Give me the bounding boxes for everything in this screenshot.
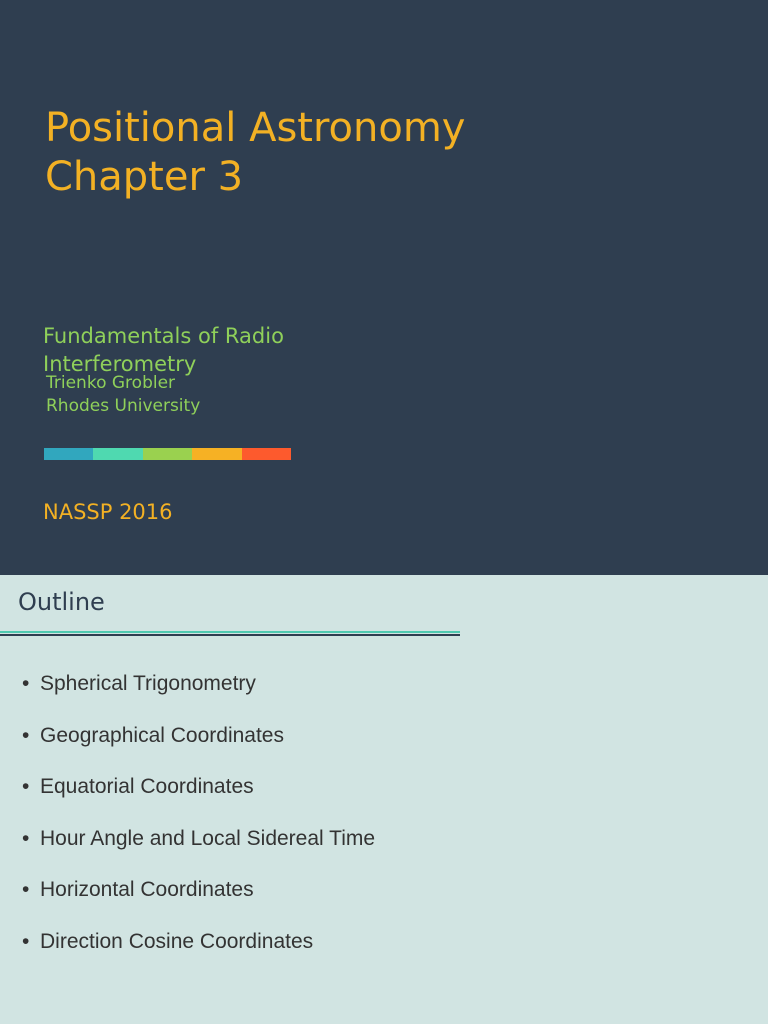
outline-heading: Outline bbox=[18, 588, 105, 616]
outline-slide bbox=[0, 575, 768, 1024]
slide-title bbox=[45, 104, 465, 202]
outline-item bbox=[22, 876, 375, 928]
outline-item bbox=[22, 722, 375, 774]
outline-item-label: Hour Angle and Local Sidereal Time bbox=[40, 826, 376, 850]
stripe-segment bbox=[192, 448, 241, 460]
stripe-segment bbox=[242, 448, 291, 460]
outline-item bbox=[22, 670, 375, 722]
outline-item-label: Equatorial Coordinates bbox=[40, 775, 254, 799]
bullet-icon: • bbox=[22, 929, 30, 953]
color-stripe bbox=[44, 448, 291, 460]
outline-item-label: Horizontal Coordinates bbox=[40, 878, 254, 902]
outline-item-label: Spherical Trigonometry bbox=[40, 672, 256, 695]
author-name: Trienko Grobler bbox=[46, 373, 176, 393]
outline-item-label: Direction Cosine Coordinates bbox=[40, 929, 314, 953]
slide-title-line: Positional Astronomy bbox=[45, 105, 466, 151]
bullet-icon: • bbox=[22, 672, 30, 695]
outline-item bbox=[22, 825, 375, 877]
stripe-segment bbox=[93, 448, 142, 460]
bullet-icon: • bbox=[22, 826, 30, 850]
author-affiliation: Rhodes University bbox=[46, 396, 201, 416]
slide-title-line: Chapter 3 bbox=[45, 154, 244, 200]
slide-subtitle-line: Fundamentals of Radio bbox=[43, 324, 284, 348]
outline-item bbox=[22, 773, 375, 825]
outline-item-label: Geographical Coordinates bbox=[40, 723, 284, 747]
outline-item bbox=[22, 928, 375, 980]
bullet-icon: • bbox=[22, 878, 30, 902]
author-block bbox=[46, 372, 200, 418]
slide-subtitle bbox=[43, 322, 284, 378]
stripe-segment bbox=[143, 448, 192, 460]
bullet-icon: • bbox=[22, 775, 30, 799]
bullet-icon: • bbox=[22, 723, 30, 747]
heading-rule-accent bbox=[0, 631, 460, 633]
stripe-segment bbox=[44, 448, 93, 460]
event-label: NASSP 2016 bbox=[43, 500, 173, 524]
slide-subtitle-line: Interferometry bbox=[43, 352, 197, 376]
heading-rule bbox=[0, 634, 460, 636]
outline-list bbox=[22, 670, 375, 980]
